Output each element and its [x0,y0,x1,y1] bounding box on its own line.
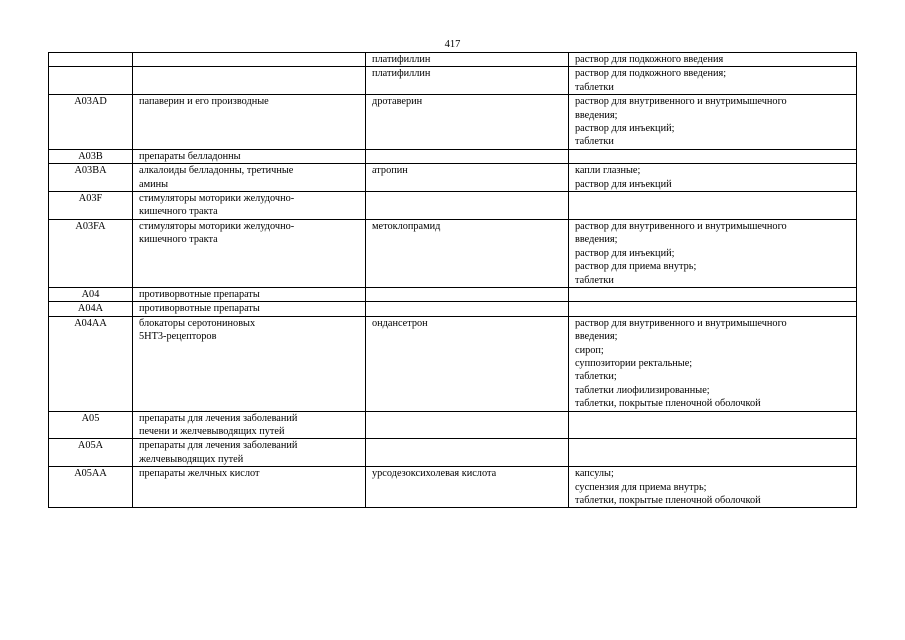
dosage-form-line: суспензия для приема внутрь; [575,481,707,493]
group-name-line: печени и желчевыводящих путей [139,425,285,437]
dosage-forms-cell [569,287,857,301]
dosage-forms-cell [569,316,857,411]
dosage-forms-cell [569,53,857,67]
dosage-forms-cell [569,164,857,192]
group-name-line: противорвотные препараты [139,288,260,300]
atc-code-cell: A03AD [49,95,133,150]
drug-name-cell: метоклопрамид [366,219,569,287]
group-name-cell [133,164,366,192]
dosage-form-line: таблетки [575,136,614,148]
group-name-line: препараты белладонны [139,150,241,162]
group-name-cell [133,192,366,220]
group-name-line: стимуляторы моторики желудочно- [139,193,295,205]
group-name-cell [133,439,366,467]
group-name-line: препараты для лечения заболеваний [139,440,298,452]
dosage-form-line: введения; [575,331,618,343]
table-row [49,219,857,287]
dosage-form-line: раствор для подкожного введения; [575,68,727,80]
group-name-line: препараты для лечения заболеваний [139,412,298,424]
atc-code-cell [49,67,133,95]
drug-name-cell: платифиллин [366,67,569,95]
drug-name-cell: атропин [366,164,569,192]
group-name-line: противорвотные препараты [139,303,260,315]
group-name-cell [133,302,366,316]
atc-code-cell: A03F [49,192,133,220]
page-number: 417 [444,39,461,50]
dosage-forms-cell [569,467,857,508]
dosage-form-line: капсулы; [575,468,614,480]
dosage-forms-cell [569,149,857,163]
drug-name-cell [366,287,569,301]
atc-code-cell: A03B [49,149,133,163]
drug-name-cell: ондансетрон [366,316,569,411]
dosage-form-line: таблетки лиофилизированные; [575,384,710,396]
group-name-line: препараты желчных кислот [139,468,260,480]
drug-name-cell: урсодезоксихолевая кислота [366,467,569,508]
group-name-cell [133,467,366,508]
dosage-form-line: раствор для инъекций; [575,247,675,259]
group-name-line: кишечного тракта [139,206,218,218]
dosage-form-line: таблетки, покрытые пленочной оболочкой [575,398,761,410]
table-row [49,302,857,316]
atc-code-cell [49,53,133,67]
dosage-forms-cell [569,219,857,287]
dosage-form-line: таблетки, покрытые пленочной оболочкой [575,495,761,506]
dosage-form-line: раствор для внутривенного и внутримышечного [575,317,787,329]
group-name-line: 5HT3-рецепторов [139,331,217,343]
atc-code-cell: A04A [49,302,133,316]
drug-table [48,52,857,508]
table-body [49,53,857,508]
dosage-form-line: суппозитории ректальные; [575,357,693,369]
atc-code-cell: A05A [49,439,133,467]
dosage-forms-cell [569,439,857,467]
group-name-cell [133,219,366,287]
atc-code-cell: A04 [49,287,133,301]
dosage-form-line: введения; [575,109,618,121]
dosage-form-line: раствор для инъекций; [575,123,675,135]
drug-name-cell [366,192,569,220]
atc-code-cell: A04AA [49,316,133,411]
atc-code-cell: A05 [49,411,133,439]
group-name-line: блокаторы серотониновых [139,317,256,329]
dosage-form-line: раствор для подкожного введения [575,54,724,65]
dosage-form-line: капли глазные; [575,165,641,177]
group-name-line: кишечного тракта [139,234,218,246]
group-name-line: желчевыводящих путей [139,453,244,465]
dosage-form-line: раствор для инъекций [575,178,672,190]
drug-name-cell [366,411,569,439]
dosage-form-line: таблетки; [575,371,617,383]
dosage-forms-cell [569,411,857,439]
dosage-form-line: таблетки [575,274,614,286]
group-name-cell [133,411,366,439]
dosage-form-line: раствор для приема внутрь; [575,261,697,273]
dosage-forms-cell [569,192,857,220]
table-row [49,53,857,67]
group-name-cell [133,287,366,301]
table-row [49,164,857,192]
table-row [49,467,857,508]
drug-name-cell [366,439,569,467]
table-row [49,95,857,150]
dosage-forms-cell [569,67,857,95]
table-row [49,67,857,95]
dosage-form-line: раствор для внутривенного и внутримышечного [575,96,787,108]
table-row [49,439,857,467]
atc-code-cell: A03BA [49,164,133,192]
drug-name-cell [366,149,569,163]
table-row [49,149,857,163]
drug-name-cell [366,302,569,316]
drug-name-cell: платифиллин [366,53,569,67]
table-row [49,316,857,411]
table-row [49,192,857,220]
group-name-line: алкалоиды белладонны, третичные [139,165,294,177]
group-name-cell [133,316,366,411]
group-name-line: папаверин и его производные [139,96,269,108]
dosage-form-line: раствор для внутривенного и внутримышечного [575,220,787,232]
dosage-form-line: сироп; [575,344,604,356]
table-row [49,287,857,301]
table-row [49,411,857,439]
atc-code-cell: A03FA [49,219,133,287]
group-name-cell [133,53,366,67]
group-name-cell [133,95,366,150]
drug-name-cell: дротаверин [366,95,569,150]
dosage-form-line: введения; [575,234,618,246]
group-name-cell [133,149,366,163]
group-name-line: амины [139,178,169,190]
group-name-cell [133,67,366,95]
dosage-forms-cell [569,95,857,150]
group-name-line: стимуляторы моторики желудочно- [139,220,295,232]
atc-code-cell: A05AA [49,467,133,508]
dosage-forms-cell [569,302,857,316]
dosage-form-line: таблетки [575,81,614,93]
